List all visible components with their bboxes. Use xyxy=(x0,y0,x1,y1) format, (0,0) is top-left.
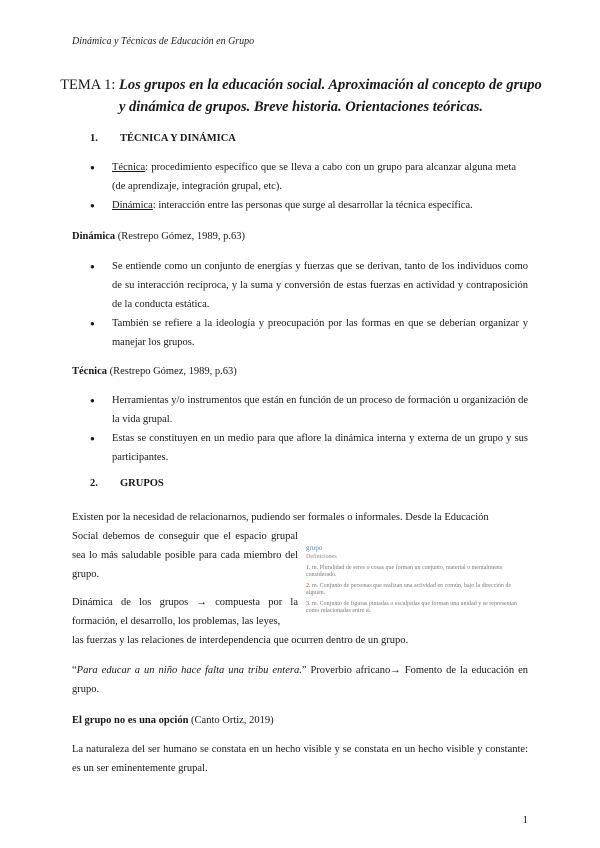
dinamica-heading xyxy=(72,227,245,246)
dinamica-grupos-line: las fuerzas y las relaciones de interdependencia que ocurren dentro de un grupo. xyxy=(72,635,409,646)
section-number: 2. xyxy=(90,478,98,489)
definition-term: Técnica xyxy=(112,162,146,173)
term: El grupo no es una opción xyxy=(72,715,189,726)
grupos-paragraph-line: Existen por la necesidad de relacionarnos, pudiendo ser formales o informales. Desde la Educación xyxy=(72,512,489,523)
section-number: 1. xyxy=(90,133,98,144)
definition-text: : interacción entre las personas que surge al desarrollar la técnica específica. xyxy=(152,200,473,211)
figure-header: grupo xyxy=(306,544,323,552)
page-number: 1 xyxy=(522,814,528,826)
section-title: GRUPOS xyxy=(120,478,164,489)
list-item xyxy=(90,196,516,215)
title-text: Los grupos en la educación social. Aproximación al concepto de grupo y dinámica de grupos. Breve historia. Orientaciones teóricas. xyxy=(118,77,542,115)
section-title: TÉCNICA Y DINÁMICA xyxy=(120,133,236,144)
term: Técnica xyxy=(72,366,107,377)
grupos-paragraph-wrap: Social debemos de conseguir que el espacio grupal sea lo más saludable posible para cada miembro del grupo. xyxy=(72,531,298,580)
definition-term: Dinámica xyxy=(112,200,153,211)
list-item xyxy=(90,158,516,196)
tecnica-heading xyxy=(72,362,237,381)
naturaleza-paragraph: La naturaleza del ser humano se constata en un hecho visible y se constata en un hecho visible y constante: es un ser eminentemente grupal. xyxy=(72,744,528,774)
quote-text: Para educar a un niño hace falta una tribu entera. xyxy=(76,665,302,676)
quote-paragraph: “Para educar a un niño hace falta una tribu entera.” Proverbio africano→ Fomento de la educación en grupo. xyxy=(72,665,528,695)
citation: (Restrepo Gómez, 1989, p.63) xyxy=(115,231,245,242)
definitions-list xyxy=(90,158,516,215)
title-lead: TEMA 1: xyxy=(60,77,119,93)
figure-row: 1. m. Pluralidad de seres o cosas que forman un conjunto, material o mentalmente considerado. xyxy=(306,565,503,578)
figure-row: 3. m. Conjunto de figuras pintadas o esculpidas que forman una unidad y se representan como relacionadas entre sí. xyxy=(306,601,517,614)
opcion-heading xyxy=(72,711,274,730)
citation: (Restrepo Gómez, 1989, p.63) xyxy=(107,366,237,377)
citation: (Canto Ortiz, 2019) xyxy=(188,715,274,726)
running-header: Dinámica y Técnicas de Educación en Grupo xyxy=(72,36,255,47)
dinamica-grupos-wrap: Dinámica de los grupos → compuesta por la formación, el desarrollo, los problemas, las leyes, xyxy=(72,597,298,627)
list-item: ● También se refiere a la ideología y preocupación por las formas en que se deberían organizar y manejar los grupos. xyxy=(90,314,528,352)
section-heading-tecnica-dinamica xyxy=(90,133,236,144)
definition-text: : procedimiento específico que se lleva a cabo con un grupo para alcanzar alguna meta (de aprendizaje, integración grupal, etc). xyxy=(112,162,516,192)
figure-row: 2. m. Conjunto de personas que realizan una actividad en común, bajo la dirección de alguien. xyxy=(306,583,512,596)
figure-subheader: Definiciones xyxy=(306,554,337,560)
term: Dinámica xyxy=(72,231,116,242)
section-heading-grupos xyxy=(90,478,164,489)
list-item: ● Herramientas y/o instrumentos que están en función de un proceso de formación u organización de la vida grupal. xyxy=(90,391,528,429)
page-title xyxy=(60,74,542,118)
dinamica-list xyxy=(90,257,528,352)
list-item: ● Estas se constituyen en un medio para que aflore la dinámica interna y externa de un grupo y sus participantes. xyxy=(90,429,528,467)
tecnica-list xyxy=(90,391,528,467)
list-item: ● Se entiende como un conjunto de energías y fuerzas que se derivan, tanto de los individuos como de su interacción recíproca, y la suma y conversión de estas fuerzas en actividad y contraposición de la conducta estática. xyxy=(90,257,528,314)
definition-screenshot xyxy=(306,544,526,624)
